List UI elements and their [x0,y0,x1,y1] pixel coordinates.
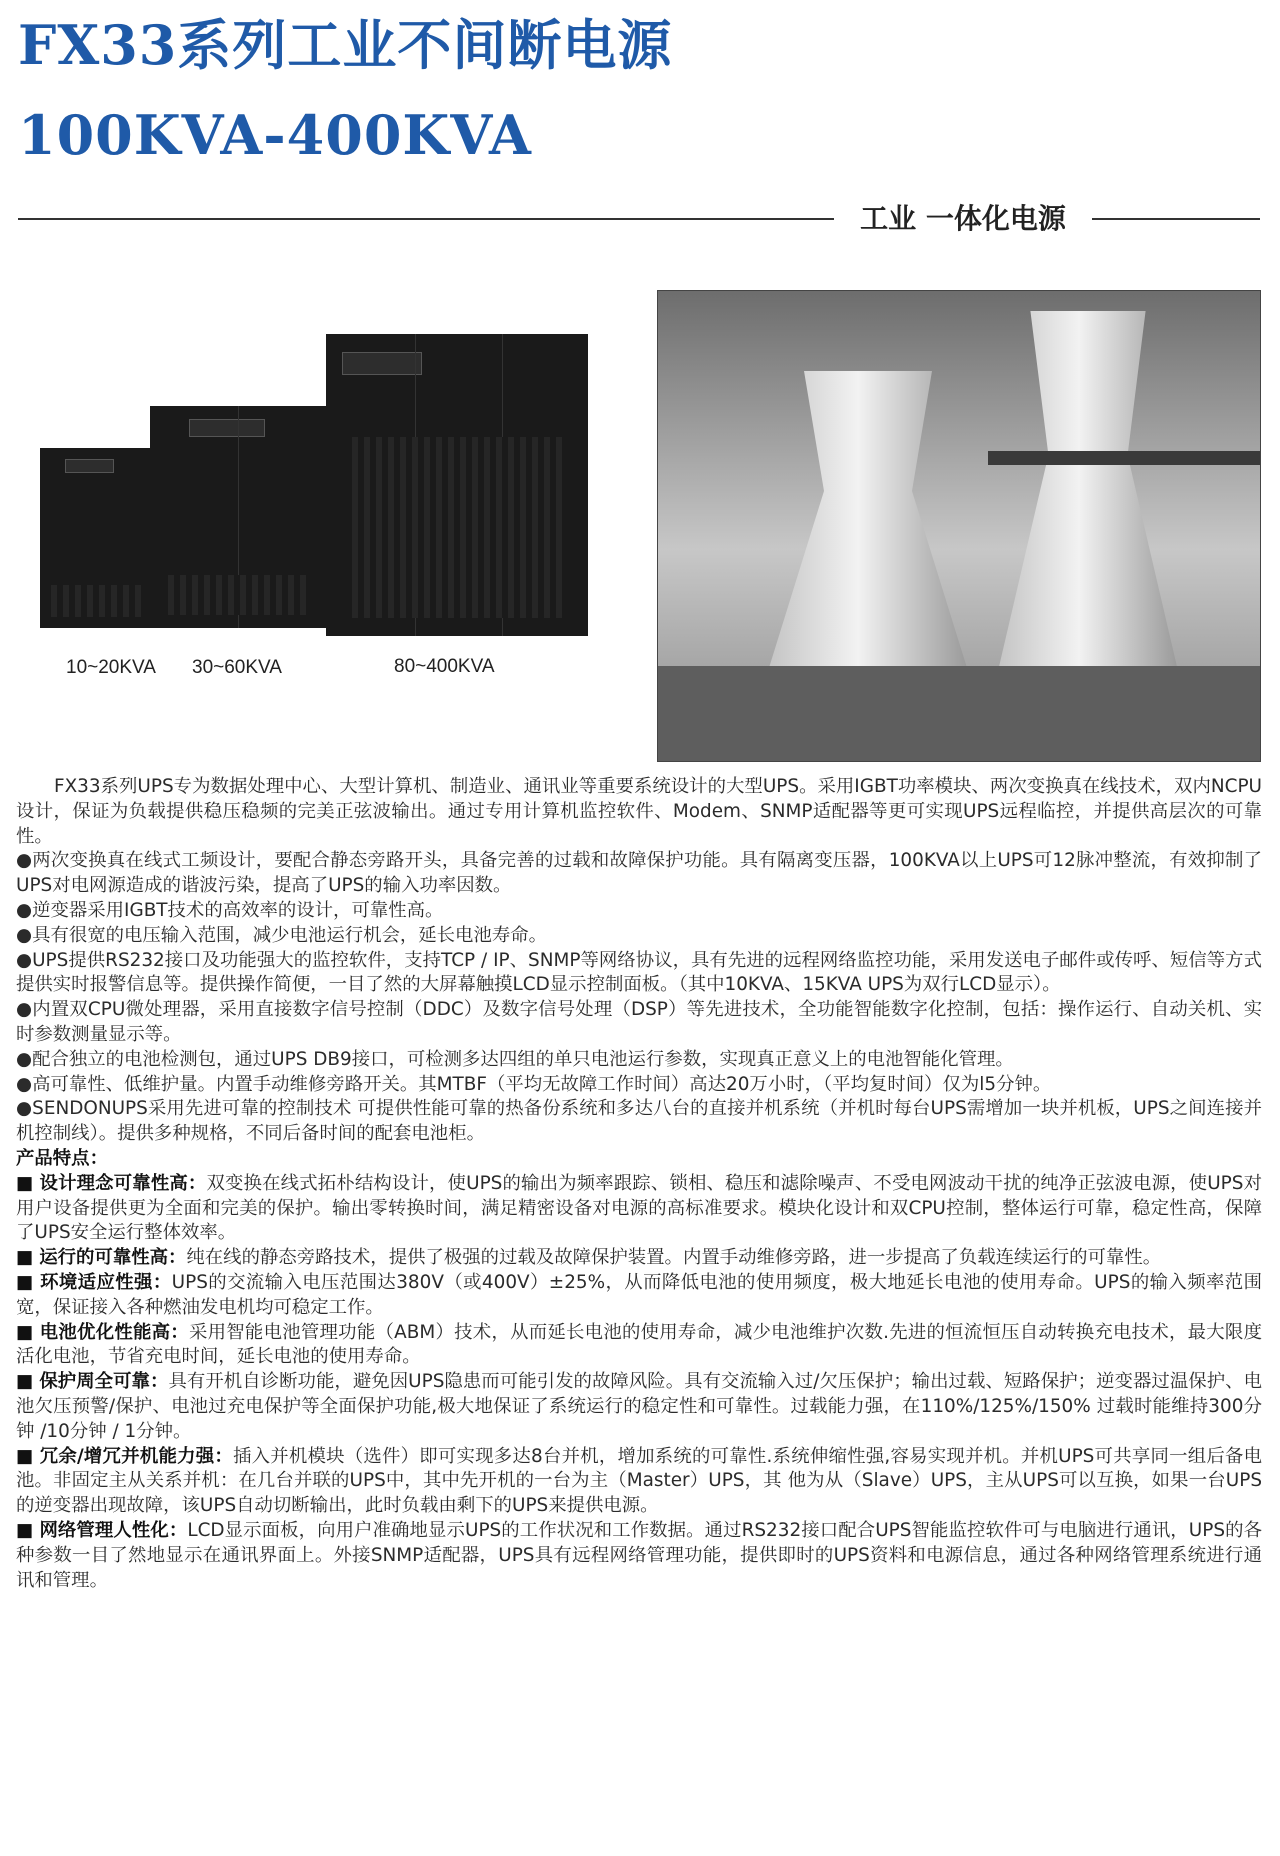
feature-title: 保护周全可靠： [39,1371,169,1393]
feature-item [16,1445,1262,1519]
black-square-bullet-icon: ■ [16,1172,34,1194]
bullet-text: 逆变器采用IGBT技术的高效率的设计，可靠性高。 [32,899,444,921]
black-square-bullet-icon: ■ [16,1371,34,1393]
black-circle-bullet-icon: ● [16,1098,33,1120]
caption-small: 10~20KVA [66,657,156,678]
feature-item [16,1370,1262,1444]
vent-grille [51,585,141,617]
ups-cabinet-medium [150,406,326,628]
divider-left [18,218,834,220]
feature-text: 采用智能电池管理功能（ABM）技术，从而延长电池的使用寿命，减少电池维护次数.先进的恒流恒压自动转换充电技术，最大限度活化电池，节省充电时间，延长电池的使用寿命。 [16,1321,1262,1368]
ground [658,666,1260,761]
divider-right [1092,218,1260,220]
page-subtitle: 100KVA-400KVA [18,103,532,167]
features-heading: 产品特点： [16,1147,108,1169]
feature-text: 纯在线的静态旁路技术，提供了极强的过载及故障保护装置。内置手动维修旁路，进一步提高了负载连续运行的可靠性。 [186,1247,1162,1269]
feature-text: LCD显示面板，向用户准确地显示UPS的工作状况和工作数据。通过RS232接口配合UPS智能监控软件可与电脑进行通讯，UPS的各种参数一目了然地显示在通讯界面上。外接SNMP适配器，UPS具有远程网络管理功能，提供即时的UPS资料和电源信息，通过各种网络管理系统进行通讯和管理。 [16,1519,1262,1591]
bullet-item [16,1048,1262,1073]
page-title: FX33系列工业不间断电源 [18,13,673,77]
intro-paragraph: FX33系列UPS专为数据处理中心、大型计算机、制造业、通讯业等重要系统设计的大型UPS。采用IGBT功率模块、两次变换真在线技术，双内NCPU设计，保证为负载提供稳压稳频的完美正弦波输出。通过专用计算机监控软件、Modem、SNMP适配器等更可实现UPS远程临控，并提供高层次的可靠性。 [16,776,1262,847]
black-square-bullet-icon: ■ [16,1321,34,1343]
bullet-item [16,998,1262,1048]
feature-item [16,1271,1262,1321]
bullet-text: UPS提供RS232接口及功能强大的监控软件，支持TCP / IP、SNMP等网络协议，具有先进的远程网络监控功能，采用发送电子邮件或传呼、短信等方式提供实时报警信息等。提供操作简便，一目了然的大屏幕触摸LCD显示控制面板。（其中10KVA、15KVA UPS为双行LCD显示）。 [16,949,1262,996]
feature-text: 双变换在线式拓朴结构设计，使UPS的输出为频率跟踪、锁相、稳压和滤除噪声、不受电网波动干扰的纯净正弦波电源，使UPS对用户设备提供更为全面和完美的保护。输出零转换时间，满足精密设备对电源的高标准要求。模块化设计和双CPU控制，整体运行可靠，稳定性高，保障了UPS安全运行整体效率。 [16,1172,1262,1244]
tagline: 工业 一体化电源 [860,202,1066,235]
bullet-text: 配合独立的电池检测包，通过UPS DB9接口，可检测多达四组的单只电池运行参数，实现真正意义上的电池智能化管理。 [32,1048,1014,1070]
feature-title: 运行的可靠性高： [39,1247,187,1269]
black-square-bullet-icon: ■ [16,1271,34,1293]
description [16,775,1262,1593]
ups-cabinet-large [326,334,588,636]
feature-title: 设计理念可靠性高： [39,1172,207,1194]
feature-title: 电池优化性能高： [39,1321,189,1343]
feature-text: UPS的交流输入电压范围达380V（或400V）±25%，从而降低电池的使用频度，极大地延长电池的使用寿命。UPS的输入频率范围宽，保证接入各种燃油发电机均可稳定工作。 [16,1271,1262,1318]
caption-large: 80~400KVA [394,656,495,677]
ups-cabinet-small [40,448,152,628]
bullet-item [16,849,1262,899]
bullet-item [16,949,1262,999]
feature-text: 具有开机自诊断功能，避免因UPS隐患而可能引发的故障风险。具有交流输入过/欠压保护；输出过载、短路保护；逆变器过温保护、电池欠压预警/保护、电池过充电保护等全面保护功能,极大地保证了系统运行的稳定性和可靠性。过载能力强，在110%/125%/150% 过载时能维持300分钟 /10分钟 / 1分钟。 [16,1371,1262,1442]
black-circle-bullet-icon: ● [16,1073,33,1095]
bullet-item [16,1073,1262,1098]
feature-title: 环境适应性强： [40,1271,172,1293]
vent-grille [352,437,562,618]
industrial-photo [657,290,1261,762]
feature-item [16,1172,1262,1246]
caption-medium: 30~60KVA [192,657,282,678]
bullet-text: 具有很宽的电压输入范围，减少电池运行机会，延长电池寿命。 [32,924,548,946]
black-circle-bullet-icon: ● [16,1048,33,1070]
lcd-panel [65,459,114,474]
steel-truss [988,451,1260,465]
black-square-bullet-icon: ■ [16,1519,34,1541]
bullet-item [16,924,1262,949]
black-circle-bullet-icon: ● [16,899,33,921]
black-circle-bullet-icon: ● [16,949,33,971]
lcd-panel [342,352,423,375]
black-square-bullet-icon: ■ [16,1247,34,1269]
vent-grille [168,575,309,615]
feature-title: 网络管理人性化： [39,1519,188,1541]
feature-title: 冗余/增冗并机能力强： [39,1445,233,1467]
feature-text: 插入并机模块（选件）即可实现多达8台并机，增加系统的可靠性.系统伸缩性强,容易实现并机。并机UPS可共享同一组后备电池。非固定主从关系并机：在几台并联的UPS中，其中先开机的一台为主（Master）UPS，其 他为从（Slave）UPS，主从UPS可以互换，如果一台UPS的逆变器出现故障，该UPS自动切断输出，此时负载由剩下的UPS来提供电源。 [16,1445,1262,1517]
bullet-text: 高可靠性、低维护量。内置手动维修旁路开关。其MTBF（平均无故障工作时间）高达20万小时，（平均复时间）仅为l5分钟。 [32,1073,1052,1095]
cooling-tower [768,371,968,671]
bullet-item [16,899,1262,924]
black-square-bullet-icon: ■ [16,1445,34,1467]
bullet-text: 内置双CPU微处理器，采用直接数字信号控制（DDC）及数字信号处理（DSP）等先进技术，全功能智能数字化控制，包括：操作运行、自动关机、实时参数测量显示等。 [16,999,1262,1045]
bullet-text: 两次变换真在线式工频设计，要配合静态旁路开头，具备完善的过载和故障保护功能。具有隔离变压器，100KVA以上UPS可12脉冲整流，有效抑制了UPS对电网源造成的谐波污染，提高了UPS的输入功率因数。 [16,850,1262,897]
feature-item [16,1246,1262,1271]
feature-item [16,1321,1262,1371]
bullet-text: SENDONUPS采用先进可靠的控制技术 可提供性能可靠的热备份系统和多达八台的直接并机系统（并机时每台UPS需增加一块并机板，UPS之间连接并机控制线）。提供多种规格，不同后备时间的配套电池柜。 [16,1098,1262,1145]
lcd-panel [189,419,265,437]
bullet-item [16,1097,1262,1147]
cooling-tower [998,311,1178,671]
black-circle-bullet-icon: ● [16,924,33,946]
feature-item [16,1519,1262,1593]
black-circle-bullet-icon: ● [16,850,33,872]
black-circle-bullet-icon: ● [16,999,33,1021]
